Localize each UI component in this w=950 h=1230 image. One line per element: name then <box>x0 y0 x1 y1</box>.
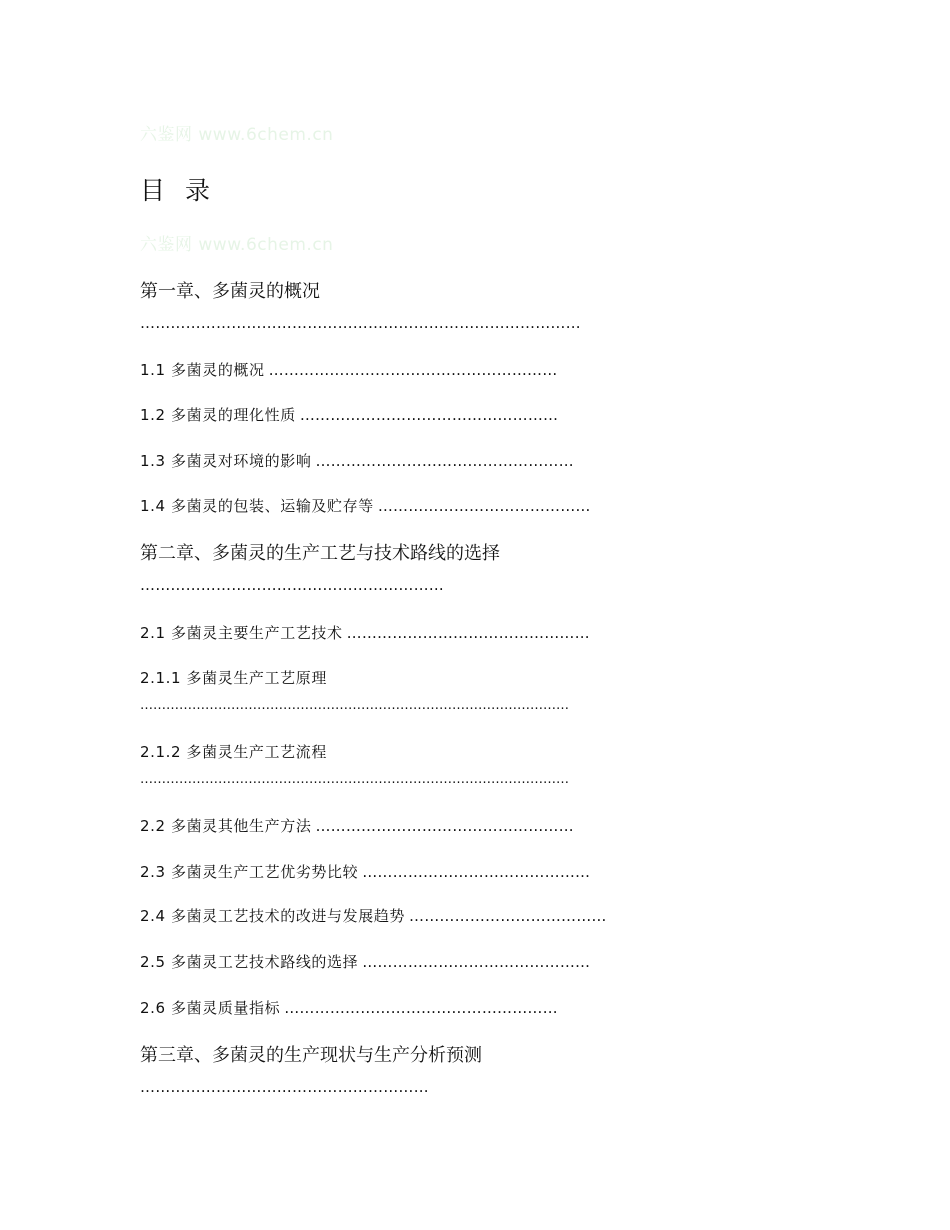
toc-dot-leader: ……………………………………………………………………………………… <box>140 772 569 787</box>
toc-entry-label: 第三章、多菌灵的生产现状与生产分析预测 <box>140 1045 482 1066</box>
toc-entry-label: 2.6 多菌灵质量指标 <box>140 999 281 1017</box>
toc-dot-leader: ……………………………………… <box>362 863 591 881</box>
toc-section-1-4[interactable] <box>140 496 591 516</box>
toc-section-2-4[interactable] <box>140 906 607 926</box>
toc-entry-label: 2.1 多菌灵主要生产工艺技术 <box>140 624 343 642</box>
toc-dot-leader: …………………………………………………………………………… <box>140 314 581 332</box>
toc-dot-leader: ……………………………………………………………………………………… <box>140 698 569 713</box>
toc-section-2-6[interactable] <box>140 998 558 1018</box>
toc-dot-leader: ……………………………………………… <box>284 999 558 1017</box>
toc-section-2-3[interactable] <box>140 862 590 882</box>
toc-dot-leader: …………………………………………… <box>315 817 574 835</box>
toc-dot-leader: …………………………………………………… <box>140 576 444 594</box>
toc-entry-label: 2.1.1 多菌灵生产工艺原理 <box>140 669 327 687</box>
toc-entry-label: 1.2 多菌灵的理化性质 <box>140 406 296 424</box>
watermark-text: 六鉴网 www.6chem.cn <box>140 125 334 145</box>
toc-dot-leader: ………………………………………… <box>346 624 590 642</box>
toc-entry-label: 2.3 多菌灵生产工艺优劣势比较 <box>140 863 359 881</box>
toc-title: 目 录 <box>140 176 216 205</box>
toc-section-2-5[interactable] <box>140 952 590 972</box>
toc-entry-label: 1.4 多菌灵的包装、运输及贮存等 <box>140 497 374 515</box>
toc-entry-label: 1.3 多菌灵对环境的影响 <box>140 452 312 470</box>
toc-entry-label: 1.1 多菌灵的概况 <box>140 361 265 379</box>
toc-entry-label: 2.4 多菌灵工艺技术的改进与发展趋势 <box>140 907 406 925</box>
toc-section-2-1-2[interactable] <box>140 742 569 788</box>
toc-section-1-3[interactable] <box>140 451 574 471</box>
watermark-text: 六鉴网 www.6chem.cn <box>140 235 334 255</box>
toc-entry-label: 第一章、多菌灵的概况 <box>140 281 320 302</box>
toc-chapter-3[interactable] <box>140 1043 482 1095</box>
toc-dot-leader: ……………………………………… <box>362 953 591 971</box>
toc-section-1-2[interactable] <box>140 405 558 425</box>
toc-chapter-1[interactable] <box>140 279 581 331</box>
toc-chapter-2[interactable] <box>140 541 500 593</box>
toc-entry-label: 2.2 多菌灵其他生产方法 <box>140 817 312 835</box>
toc-dot-leader: …………………………………… <box>377 497 591 515</box>
toc-dot-leader: ………………………………………………… <box>268 361 558 379</box>
toc-section-1-1[interactable] <box>140 360 557 380</box>
toc-entry-label: 2.1.2 多菌灵生产工艺流程 <box>140 743 327 761</box>
toc-section-2-1-1[interactable] <box>140 668 569 714</box>
toc-entry-label: 第二章、多菌灵的生产工艺与技术路线的选择 <box>140 543 500 564</box>
toc-dot-leader: …………………………………………… <box>315 452 574 470</box>
toc-section-2-2[interactable] <box>140 816 574 836</box>
toc-dot-leader: ………………………………………………… <box>140 1078 429 1096</box>
toc-section-2-1[interactable] <box>140 623 590 643</box>
toc-dot-leader: …………………………………………… <box>299 406 559 424</box>
toc-dot-leader: ………………………………… <box>409 907 607 925</box>
toc-entry-label: 2.5 多菌灵工艺技术路线的选择 <box>140 953 359 971</box>
